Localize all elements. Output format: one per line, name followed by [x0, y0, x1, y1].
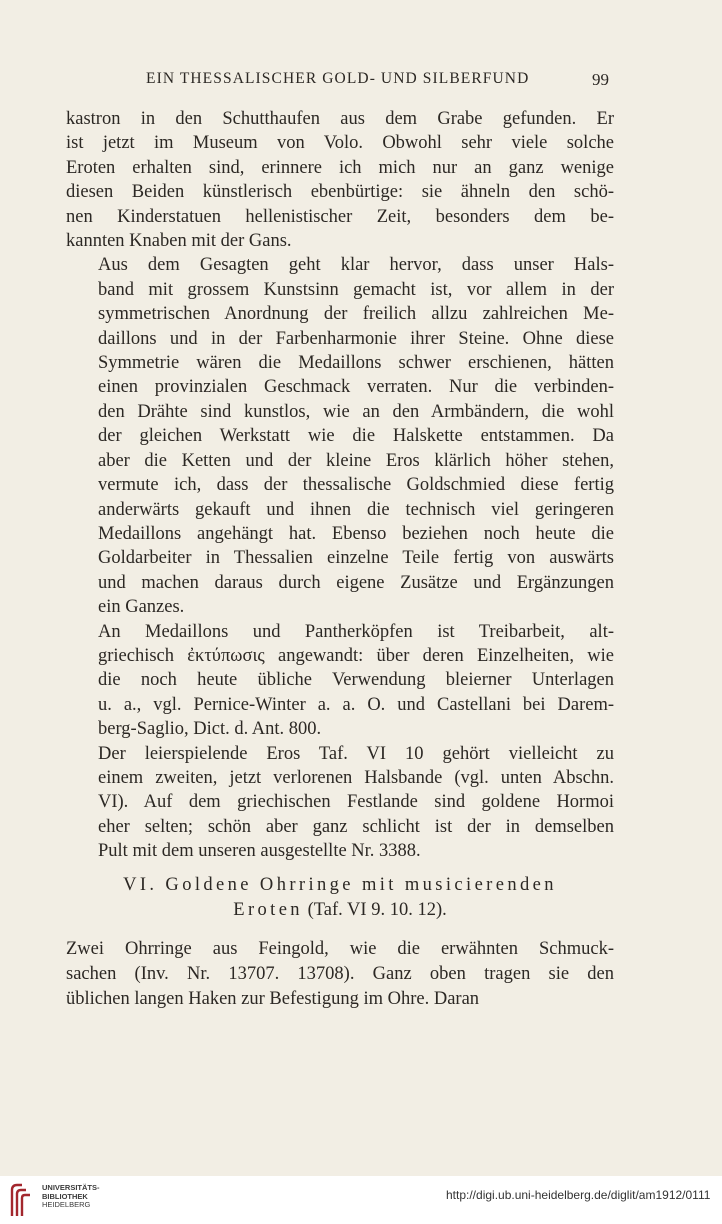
paragraph-4-line: eher selten; schön aber ganz schlicht ist der in demselben [98, 816, 614, 837]
library-name-line-1: UNIVERSITÄTS- [42, 1183, 100, 1192]
paragraph-1-line: Eroten erhalten sind, erinnere ich mich nur an ganz wenige [66, 157, 614, 178]
paragraph-2-line: Goldarbeiter in Thessalien einzelne Teile fertig von auswärts [98, 548, 614, 569]
paragraph-1-line: diesen Beiden künstlerisch ebenbürtige: sie ähneln den schö- [66, 182, 614, 203]
library-logo-icon [8, 1182, 38, 1218]
paragraph-1-line: nen Kinderstatuen hellenistischer Zeit, besonders dem be- [66, 206, 614, 227]
paragraph-2-line: band mit grossem Kunstsinn gemacht ist, vor allem in der [98, 279, 614, 300]
paragraph-2-line: und machen daraus durch eigene Zusätze und Ergänzungen [98, 572, 614, 593]
paragraph-4-line: VI). Auf dem griechischen Festlande sind goldene Hormoi [98, 792, 614, 813]
paragraph-2-line: der gleichen Werkstatt wie die Halskette entstammen. Da [98, 426, 614, 447]
paragraph-2-line: daillons und in der Farbenharmonie ihrer Steine. Ohne diese [98, 328, 614, 349]
paragraph-1-line: kastron in den Schutthaufen aus dem Grabe gefunden. Er [66, 109, 614, 129]
library-name-line-3: HEIDELBERG [42, 1200, 91, 1209]
section-paragraph [66, 937, 614, 1012]
library-name [42, 1184, 100, 1210]
library-name-line-2: BIBLIOTHEK [42, 1191, 88, 1201]
paragraph-3-line: An Medaillons und Pantherköpfen ist Treibarbeit, alt- [98, 621, 614, 642]
running-head [0, 70, 722, 94]
section-paragraph-line: üblichen langen Haken zur Befestigung im Ohre. Daran [66, 989, 480, 1009]
paragraph-4-line: einem zweiten, jetzt verlorenen Halsbande (vgl. unten Abschn. [98, 767, 614, 788]
paragraph-1-line: ist jetzt im Museum von Volo. Obwohl sehr viele solche [66, 133, 614, 154]
section-heading [66, 873, 614, 923]
paragraph-1-line: kannten Knaben mit der Gans. [66, 231, 292, 252]
paragraph-3-line: die noch heute übliche Verwendung bleierner Unterlagen [98, 670, 614, 691]
running-head-title: EIN THESSALISCHER GOLD- UND SILBERFUND [146, 70, 530, 87]
paragraph-2-line: einen provinzialen Geschmack verraten. Nur die verbinden- [98, 377, 614, 398]
paragraph-2 [66, 253, 614, 619]
digitization-footer [0, 1176, 722, 1224]
section-paragraph-line: Zwei Ohrringe aus Feingold, wie die erwähnten Schmuck- [66, 939, 614, 959]
page-number: 99 [592, 70, 609, 89]
paragraph-2-line: Symmetrie wären die Medaillons schwer erschienen, hätten [98, 353, 614, 374]
paragraph-2-line: ein Ganzes. [98, 597, 185, 618]
paragraph-3 [66, 620, 614, 742]
paragraph-2-line: den Drähte sind kunstlos, wie an den Armbändern, die wohl [98, 401, 614, 422]
section-heading-line-1: VI. Goldene Ohrringe mit musicierenden [123, 875, 557, 895]
paragraph-3-line: griechisch ἐκτύπωσις angewandt: über deren Einzelheiten, wie [98, 645, 614, 666]
section-paragraph-line: sachen (Inv. Nr. 13707. 13708). Ganz oben tragen sie den [66, 964, 614, 984]
paragraph-4 [66, 742, 614, 864]
paragraph-2-line: symmetrischen Anordnung der freilich allzu zahlreichen Me- [98, 304, 614, 325]
section-heading-plate-ref: (Taf. VI 9. 10. 12). [302, 900, 447, 920]
paragraph-1 [66, 107, 614, 253]
body-text [66, 107, 614, 864]
section-heading-spaced-word: Eroten [233, 900, 303, 920]
paragraph-4-line: Pult mit dem unseren ausgestellte Nr. 3388. [98, 841, 421, 862]
paragraph-2-line: Medaillons angehängt hat. Ebenso beziehen noch heute die [98, 523, 614, 544]
permalink-url[interactable]: http://digi.ub.uni-heidelberg.de/diglit/am1912/0111 [446, 1188, 711, 1202]
paragraph-3-line: berg-Saglio, Dict. d. Ant. 800. [98, 719, 322, 740]
paragraph-2-line: vermute ich, dass der thessalische Goldschmied diese fertig [98, 475, 614, 496]
paragraph-2-line: Aus dem Gesagten geht klar hervor, dass unser Hals- [98, 255, 614, 276]
paragraph-4-line: Der leierspielende Eros Taf. VI 10 gehört vielleicht zu [98, 743, 614, 764]
section-heading-line-2 [66, 898, 614, 923]
paragraph-3-line: u. a., vgl. Pernice-Winter a. a. O. und Castellani bei Darem- [98, 694, 614, 715]
paragraph-2-line: anderwärts gekauft und ihnen die technisch viel geringeren [98, 499, 614, 520]
paragraph-2-line: aber die Ketten und der kleine Eros klärlich höher stehen, [98, 450, 614, 471]
section-body-text [66, 937, 614, 1012]
